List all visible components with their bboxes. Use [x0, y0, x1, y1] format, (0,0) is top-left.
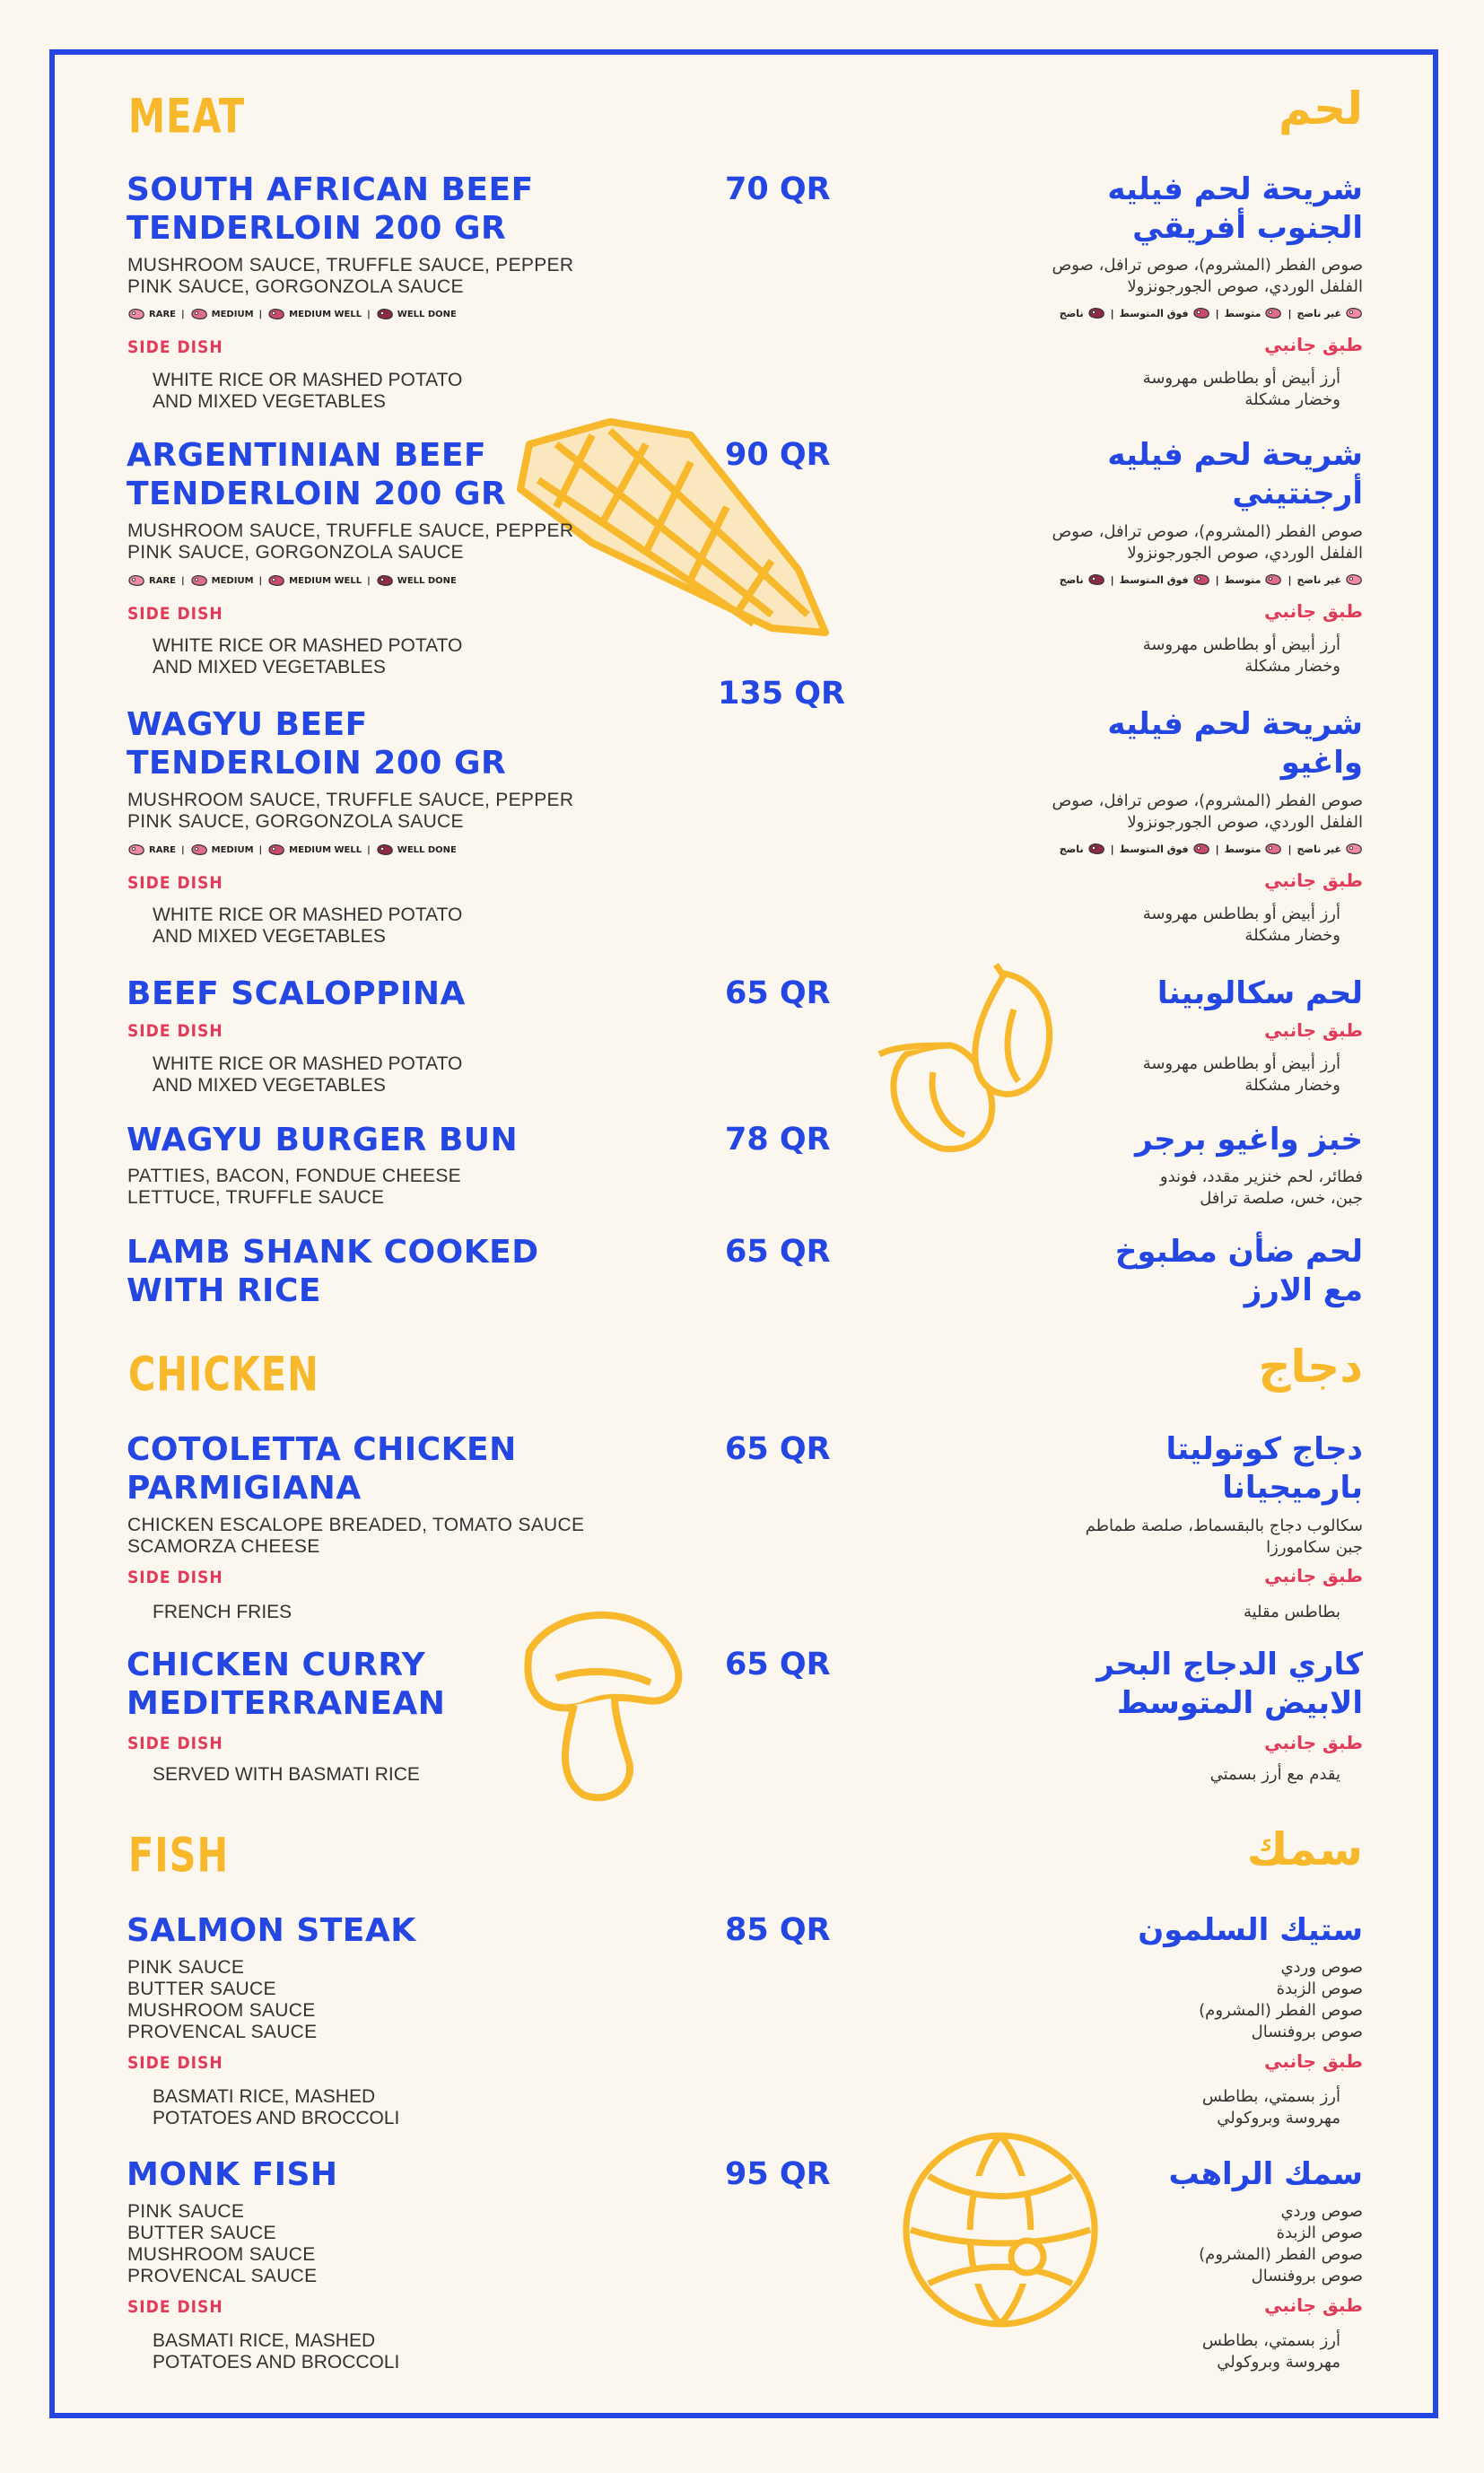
doneness-separator: |	[1215, 307, 1219, 319]
steak-icon	[190, 574, 208, 587]
steak-icon	[376, 843, 394, 856]
item-title	[127, 1646, 445, 1723]
steak-icon	[1192, 843, 1210, 855]
ar-desc-line: صوص الزبدة	[1276, 2224, 1363, 2242]
side-line: AND MIXED VEGETABLES	[153, 1075, 386, 1096]
doneness-item	[1120, 843, 1210, 855]
desc-line: PINK SAUCE, GORGONZOLA SAUCE	[127, 542, 464, 563]
item-title-line2: TENDERLOIN 200 GR	[127, 745, 507, 782]
doneness-label: غير ناضج	[1296, 843, 1341, 855]
side-dish-label-ar: طبق جانبي	[1264, 2050, 1363, 2072]
doneness-label: RARE	[149, 575, 176, 586]
item-title-line1: COTOLETTA CHICKEN	[127, 1431, 517, 1468]
doneness-item	[376, 843, 457, 856]
ar-side-line: أرز بسمتي، بطاطس	[1201, 2087, 1340, 2106]
item-title-line2: WITH RICE	[127, 1272, 321, 1309]
side-dish-text	[153, 635, 462, 678]
desc-line: PINK SAUCE, GORGONZOLA SAUCE	[127, 811, 464, 832]
steak-icon	[127, 308, 145, 320]
item-description-ar	[1160, 1167, 1363, 1210]
ar-side-line: أرز أبيض أو بطاطس مهروسة	[1142, 635, 1340, 654]
side-line: AND MIXED VEGETABLES	[153, 926, 386, 947]
side-dish-text-ar	[1143, 1053, 1340, 1097]
item-description	[127, 1166, 461, 1209]
item-title-ar	[1096, 1646, 1363, 1723]
ar-title-line: شريحة لحم فيليه	[1107, 706, 1363, 742]
item-price: 65 QR	[725, 1647, 831, 1682]
item-title-line1: CHICKEN CURRY	[127, 1647, 426, 1683]
item-description-ar	[1052, 521, 1364, 564]
steak-icon	[127, 574, 145, 587]
doneness-item	[1225, 843, 1283, 855]
desc-line: CHICKEN ESCALOPE BREADED, TOMATO SAUCE	[127, 1515, 585, 1535]
item-title-line1: ARGENTINIAN BEEF	[127, 437, 487, 474]
side-dish-text-ar	[1202, 2330, 1340, 2373]
item-title: MONK FISH	[127, 2156, 338, 2193]
item-title-ar: ستيك السلمون	[1138, 1912, 1363, 1948]
doneness-label: WELL DONE	[397, 844, 457, 855]
item-description	[127, 790, 573, 833]
side-dish-label: SIDE DISH	[127, 337, 223, 357]
ar-desc-line: صوص الفطر (المشروم)، صوص ترافل، صوص	[1052, 522, 1363, 541]
ar-desc-line: صوص بروفنسال	[1251, 2023, 1363, 2041]
steak-icon	[1087, 843, 1105, 855]
ar-desc-line: صوص وردي	[1280, 1958, 1363, 1977]
doneness-item	[1060, 307, 1105, 319]
side-line: BASMATI RICE, MASHED	[153, 2086, 376, 2107]
ar-title-line: مع الارز	[1244, 1272, 1363, 1308]
doneness-separator: |	[1110, 573, 1114, 586]
item-description	[127, 255, 573, 298]
doneness-label: RARE	[149, 844, 176, 855]
ar-desc-line: صوص وردي	[1280, 2202, 1363, 2221]
doneness-separator: |	[258, 844, 263, 855]
desc-line: SCAMORZA CHEESE	[127, 1536, 320, 1557]
item-description-ar	[1199, 2201, 1363, 2287]
doneness-label: MEDIUM	[211, 844, 254, 855]
steak-icon	[376, 574, 394, 587]
doneness-legend	[127, 843, 457, 856]
item-title	[127, 1233, 539, 1310]
doneness-separator: |	[1215, 573, 1219, 586]
doneness-item	[127, 308, 176, 320]
doneness-separator: |	[1288, 843, 1292, 855]
doneness-separator: |	[180, 575, 185, 586]
ar-title-line: بارميجيانا	[1222, 1470, 1363, 1506]
side-line: WHITE RICE OR MASHED POTATO	[153, 370, 463, 390]
doneness-label: MEDIUM WELL	[289, 844, 362, 855]
doneness-separator: |	[1288, 307, 1292, 319]
desc-line: MUSHROOM SAUCE, TRUFFLE SAUCE, PEPPER	[127, 790, 574, 810]
doneness-separator: |	[367, 844, 371, 855]
item-price: 90 QR	[725, 437, 831, 473]
desc-line: LETTUCE, TRUFFLE SAUCE	[127, 1187, 385, 1208]
steak-icon	[267, 843, 285, 856]
steak-icon	[127, 843, 145, 856]
item-price: 65 QR	[725, 1431, 831, 1467]
item-title-ar	[1107, 705, 1363, 782]
item-title-ar	[1115, 1233, 1363, 1310]
steak-icon	[267, 574, 285, 587]
doneness-item	[1120, 307, 1210, 319]
steak-icon	[190, 308, 208, 320]
steak-icon	[1264, 573, 1282, 586]
steak-icon	[1345, 843, 1363, 855]
ar-side-line: وخضار مشكلة	[1244, 390, 1340, 409]
item-title	[127, 436, 506, 513]
desc-line: MUSHROOM SAUCE	[127, 2244, 316, 2265]
side-dish-text-ar: بطاطس مقلية	[1243, 1603, 1340, 1621]
item-price: 65 QR	[725, 975, 831, 1011]
ar-desc-line: صوص الفطر (المشروم)، صوص ترافل، صوص	[1052, 256, 1363, 275]
doneness-label: فوق المتوسط	[1119, 307, 1189, 319]
side-dish-text-ar	[1143, 368, 1340, 411]
doneness-item	[267, 843, 362, 856]
desc-line: PROVENCAL SAUCE	[127, 2266, 318, 2286]
item-title: SALMON STEAK	[127, 1912, 416, 1949]
doneness-item	[376, 574, 457, 587]
ar-title-line: دجاج كوتوليتا	[1165, 1431, 1363, 1467]
item-title: BEEF SCALOPPINA	[127, 975, 466, 1012]
side-line: AND MIXED VEGETABLES	[153, 657, 386, 677]
item-title	[127, 705, 506, 782]
doneness-item	[190, 843, 254, 856]
side-dish-text: SERVED WITH BASMATI RICE	[153, 1764, 420, 1785]
doneness-label: متوسط	[1224, 573, 1261, 586]
doneness-label: MEDIUM WELL	[289, 575, 362, 586]
doneness-label: RARE	[149, 309, 176, 319]
ar-desc-line: صوص الفطر (المشروم)	[1199, 2001, 1363, 2020]
item-description-ar	[1052, 791, 1364, 834]
ar-desc-line: الفلفل الوردي، صوص الجورجونزولا	[1127, 277, 1363, 296]
side-dish-label: SIDE DISH	[127, 2297, 223, 2317]
side-dish-text	[153, 2086, 399, 2129]
ar-desc-line: صوص الفطر (المشروم)، صوص ترافل، صوص	[1052, 791, 1363, 810]
doneness-item	[267, 308, 362, 320]
item-description-ar	[1086, 1516, 1363, 1559]
desc-line: BUTTER SAUCE	[127, 1979, 276, 1999]
doneness-label: ناضج	[1059, 843, 1084, 855]
doneness-item	[376, 308, 457, 320]
doneness-legend	[127, 574, 457, 587]
section-title-fish: FISH	[128, 1827, 230, 1883]
doneness-item	[1297, 307, 1364, 319]
section-title-meat-ar: لحم	[1278, 83, 1363, 135]
ar-title-line: لحم ضأن مطبوخ	[1114, 1234, 1363, 1270]
doneness-label: متوسط	[1224, 843, 1261, 855]
ar-side-line: أرز أبيض أو بطاطس مهروسة	[1142, 1054, 1340, 1073]
ar-side-line: مهروسة وبروكولي	[1217, 2353, 1340, 2372]
doneness-separator: |	[258, 575, 263, 586]
steak-icon	[267, 308, 285, 320]
ar-title-line: الابيض المتوسط	[1116, 1685, 1363, 1721]
side-line: WHITE RICE OR MASHED POTATO	[153, 1053, 463, 1074]
item-title-ar: لحم سكالوبينا	[1157, 975, 1363, 1011]
doneness-legend-ar	[1060, 573, 1363, 586]
item-title-ar	[1107, 436, 1363, 513]
mushroom-illustration-icon	[502, 1597, 691, 1808]
doneness-label: متوسط	[1224, 307, 1261, 319]
doneness-label: ناضج	[1059, 573, 1084, 586]
doneness-separator: |	[367, 309, 371, 319]
doneness-item	[1297, 843, 1364, 855]
side-dish-text-ar	[1143, 904, 1340, 947]
ar-desc-line: صوص الفطر (المشروم)	[1199, 2245, 1363, 2264]
desc-line: PATTIES, BACON, FONDUE CHEESE	[127, 1166, 461, 1186]
doneness-separator: |	[1288, 573, 1292, 586]
steak-icon	[1345, 573, 1363, 586]
desc-line: PROVENCAL SAUCE	[127, 2022, 318, 2042]
side-dish-text	[153, 1053, 462, 1097]
ar-side-line: أرز أبيض أو بطاطس مهروسة	[1142, 369, 1340, 388]
ar-desc-line: صوص الزبدة	[1276, 1979, 1363, 1998]
side-dish-label-ar: طبق جانبي	[1264, 1732, 1363, 1753]
doneness-item	[190, 574, 254, 587]
side-dish-label: SIDE DISH	[127, 1021, 223, 1041]
desc-line: MUSHROOM SAUCE	[127, 2000, 316, 2021]
ar-desc-line: جبن سكامورزا	[1266, 1538, 1363, 1557]
ar-title-line: شريحة لحم فيليه	[1107, 437, 1363, 473]
doneness-separator: |	[367, 575, 371, 586]
ar-side-line: وخضار مشكلة	[1244, 926, 1340, 945]
doneness-item	[1225, 307, 1283, 319]
doneness-item	[127, 574, 176, 587]
doneness-label: غير ناضج	[1296, 307, 1341, 319]
item-description-ar	[1199, 1957, 1363, 2043]
desc-line: PINK SAUCE	[127, 2201, 245, 2222]
item-price: 78 QR	[725, 1122, 831, 1158]
ar-title-line: أرجنتيني	[1232, 476, 1363, 511]
desc-line: BUTTER SAUCE	[127, 2223, 276, 2243]
ar-title-line: واغيو	[1280, 745, 1363, 781]
ar-title-line: كاري الدجاج البحر	[1096, 1647, 1363, 1682]
ar-title-line: الجنوب أفريقي	[1132, 210, 1363, 246]
steak-icon	[1192, 307, 1210, 319]
item-title-line2: TENDERLOIN 200 GR	[127, 210, 507, 247]
steak-icon	[1087, 573, 1105, 586]
item-description	[127, 520, 573, 564]
doneness-item	[127, 843, 176, 856]
desc-line: MUSHROOM SAUCE, TRUFFLE SAUCE, PEPPER	[127, 255, 574, 275]
side-line: AND MIXED VEGETABLES	[153, 391, 386, 412]
doneness-label: MEDIUM WELL	[289, 309, 362, 319]
side-dish-label-ar: طبق جانبي	[1264, 2294, 1363, 2316]
section-title-fish-ar: سمك	[1246, 1823, 1363, 1875]
item-title	[127, 1430, 517, 1507]
section-title-chicken-ar: دجاج	[1258, 1341, 1363, 1393]
item-price: 65 QR	[725, 1234, 831, 1270]
ar-desc-line: جبن، خس، صلصة ترافل	[1200, 1189, 1363, 1208]
section-title-chicken: CHICKEN	[128, 1346, 319, 1403]
ar-side-line: وخضار مشكلة	[1244, 657, 1340, 676]
item-title-line2: TENDERLOIN 200 GR	[127, 476, 507, 512]
side-dish-label-ar: طبق جانبي	[1264, 1565, 1363, 1586]
ar-title-line: شريحة لحم فيليه	[1107, 171, 1363, 207]
side-dish-label: SIDE DISH	[127, 1734, 223, 1753]
steak-icon	[1192, 573, 1210, 586]
doneness-separator: |	[1215, 843, 1219, 855]
doneness-label: MEDIUM	[211, 309, 254, 319]
section-title-meat: MEAT	[128, 88, 246, 144]
item-price: 135 QR	[718, 676, 845, 712]
desc-line: MUSHROOM SAUCE, TRUFFLE SAUCE, PEPPER	[127, 520, 574, 541]
ar-desc-line: فطائر، لحم خنزير مقدد، فوندو	[1159, 1167, 1363, 1186]
doneness-item	[190, 308, 254, 320]
item-title-line2: PARMIGIANA	[127, 1470, 362, 1507]
item-title-ar	[1107, 170, 1363, 248]
steak-icon	[190, 843, 208, 856]
side-dish-label: SIDE DISH	[127, 2053, 223, 2073]
ar-side-line: مهروسة وبروكولي	[1217, 2109, 1340, 2128]
doneness-legend-ar	[1060, 307, 1363, 319]
onion-illustration-icon	[893, 2122, 1108, 2338]
item-description-ar	[1052, 255, 1364, 298]
side-dish-text	[153, 904, 462, 948]
side-line: POTATOES AND BROCCOLI	[153, 2108, 400, 2128]
doneness-label: فوق المتوسط	[1119, 843, 1189, 855]
side-line: WHITE RICE OR MASHED POTATO	[153, 635, 463, 656]
side-dish-label: SIDE DISH	[127, 604, 223, 624]
ar-desc-line: سكالوب دجاج بالبقسماط، صلصة طماطم	[1085, 1516, 1363, 1535]
doneness-separator: |	[1110, 307, 1114, 319]
side-dish-text: FRENCH FRIES	[153, 1602, 292, 1622]
item-description	[127, 1515, 584, 1558]
ar-desc-line: صوص بروفنسال	[1251, 2267, 1363, 2285]
ar-side-line: أرز أبيض أو بطاطس مهروسة	[1142, 904, 1340, 923]
item-title-line1: WAGYU BEEF	[127, 706, 368, 743]
ar-desc-line: الفلفل الوردي، صوص الجورجونزولا	[1127, 544, 1363, 563]
doneness-label: فوق المتوسط	[1119, 573, 1189, 586]
steak-icon	[1264, 307, 1282, 319]
steak-icon	[376, 308, 394, 320]
doneness-label: غير ناضج	[1296, 573, 1341, 586]
doneness-item	[1060, 843, 1105, 855]
doneness-label: ناضج	[1059, 307, 1084, 319]
doneness-separator: |	[180, 844, 185, 855]
side-dish-label-ar: طبق جانبي	[1264, 334, 1363, 355]
doneness-legend	[127, 308, 457, 320]
side-line: BASMATI RICE, MASHED	[153, 2330, 376, 2351]
doneness-label: WELL DONE	[397, 575, 457, 586]
item-title-line1: SOUTH AFRICAN BEEF	[127, 171, 534, 208]
ar-side-line: وخضار مشكلة	[1244, 1076, 1340, 1095]
side-dish-text-ar: يقدم مع أرز بسمتي	[1209, 1765, 1340, 1784]
doneness-legend-ar	[1060, 843, 1363, 855]
side-line: WHITE RICE OR MASHED POTATO	[153, 904, 463, 925]
side-dish-text	[153, 370, 462, 413]
doneness-label: WELL DONE	[397, 309, 457, 319]
side-dish-label-ar: طبق جانبي	[1264, 1019, 1363, 1041]
side-dish-label-ar: طبق جانبي	[1264, 869, 1363, 891]
doneness-separator: |	[1110, 843, 1114, 855]
doneness-item	[1225, 573, 1283, 586]
side-dish-label: SIDE DISH	[127, 873, 223, 893]
ar-desc-line: الفلفل الوردي، صوص الجورجونزولا	[1127, 813, 1363, 832]
desc-line: PINK SAUCE	[127, 1957, 245, 1978]
side-dish-text	[153, 2330, 399, 2373]
ar-side-line: أرز بسمتي، بطاطس	[1201, 2331, 1340, 2350]
item-title-ar: سمك الراهب	[1168, 2156, 1363, 2192]
side-dish-label-ar: طبق جانبي	[1264, 600, 1363, 622]
doneness-separator: |	[258, 309, 263, 319]
doneness-item	[1060, 573, 1105, 586]
doneness-item	[1120, 573, 1210, 586]
item-title-ar	[1165, 1430, 1363, 1507]
item-title	[127, 170, 534, 248]
steak-icon	[1345, 307, 1363, 319]
doneness-item	[267, 574, 362, 587]
doneness-label: MEDIUM	[211, 575, 254, 586]
garlic-illustration-icon	[870, 956, 1077, 1162]
item-price: 85 QR	[725, 1912, 831, 1948]
side-line: POTATOES AND BROCCOLI	[153, 2352, 400, 2373]
item-price: 70 QR	[725, 171, 831, 207]
doneness-separator: |	[180, 309, 185, 319]
item-title-line1: LAMB SHANK COOKED	[127, 1234, 539, 1271]
steak-icon	[1087, 307, 1105, 319]
doneness-item	[1297, 573, 1364, 586]
item-description	[127, 1957, 317, 2043]
item-title: WAGYU BURGER BUN	[127, 1122, 519, 1158]
side-dish-text-ar	[1143, 634, 1340, 677]
item-title-line2: MEDITERRANEAN	[127, 1685, 446, 1722]
side-dish-text-ar	[1202, 2086, 1340, 2129]
desc-line: PINK SAUCE, GORGONZOLA SAUCE	[127, 276, 464, 297]
item-description	[127, 2201, 317, 2287]
item-price: 95 QR	[725, 2156, 831, 2192]
steak-icon	[1264, 843, 1282, 855]
side-dish-label: SIDE DISH	[127, 1568, 223, 1587]
item-title-ar: خبز واغيو برجر	[1135, 1122, 1363, 1158]
